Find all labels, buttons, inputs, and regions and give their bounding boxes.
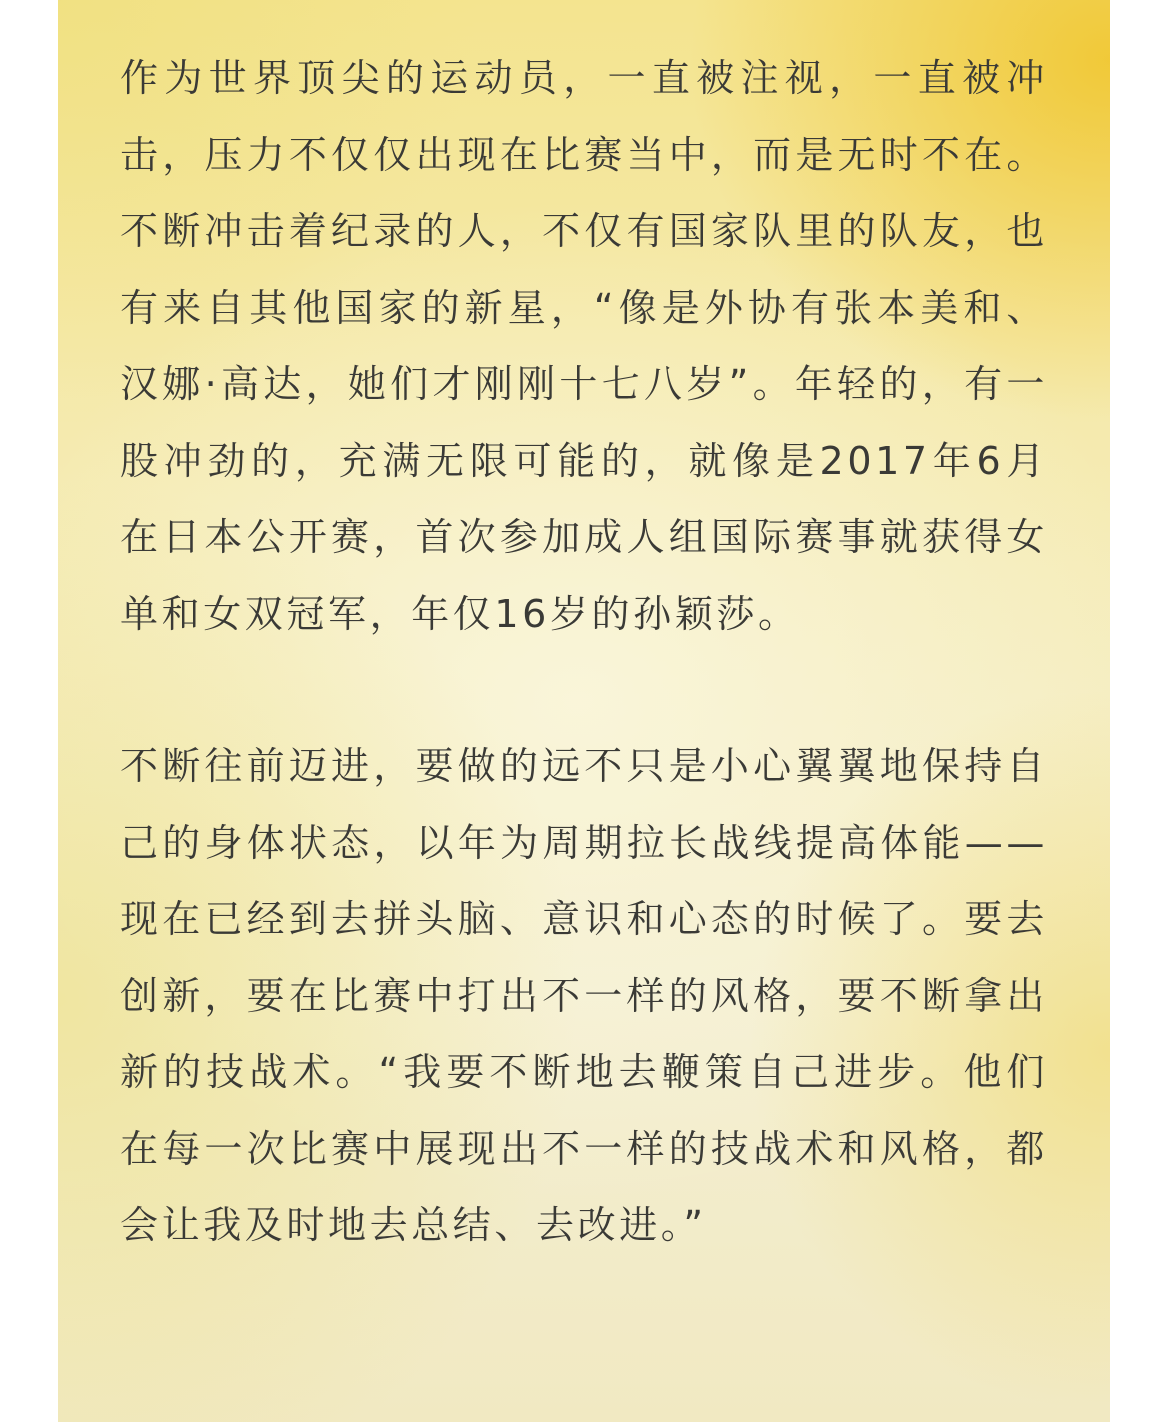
article-paragraph-2: 不断往前迈进，要做的远不只是小心翼翼地保持自己的身体状态，以年为周期拉长战线提高体能——现在已经到去拼头脑、意识和心态的时候了。要去创新，要在比赛中打出不一样的风格，要不断拿出新的技战术。“我要不断地去鞭策自己进步。他们在每一次比赛中展现出不一样的技战术和风格，都会让我及时地去总结、去改进。” — [120, 744, 1048, 1247]
article-card — [58, 0, 1110, 1422]
article-body — [120, 40, 1048, 1264]
article-paragraph-1: 作为世界顶尖的运动员，一直被注视，一直被冲击，压力不仅仅出现在比赛当中，而是无时不在。不断冲击着纪录的人，不仅有国家队里的队友，也有来自其他国家的新星，“像是外协有张本美和、汉娜·高达，她们才刚刚十七八岁”。年轻的，有一股冲劲的，充满无限可能的，就像是2017年6月在日本公开赛，首次参加成人组国际赛事就获得女单和女双冠军，年仅16岁的孙颖莎。 — [120, 56, 1048, 636]
